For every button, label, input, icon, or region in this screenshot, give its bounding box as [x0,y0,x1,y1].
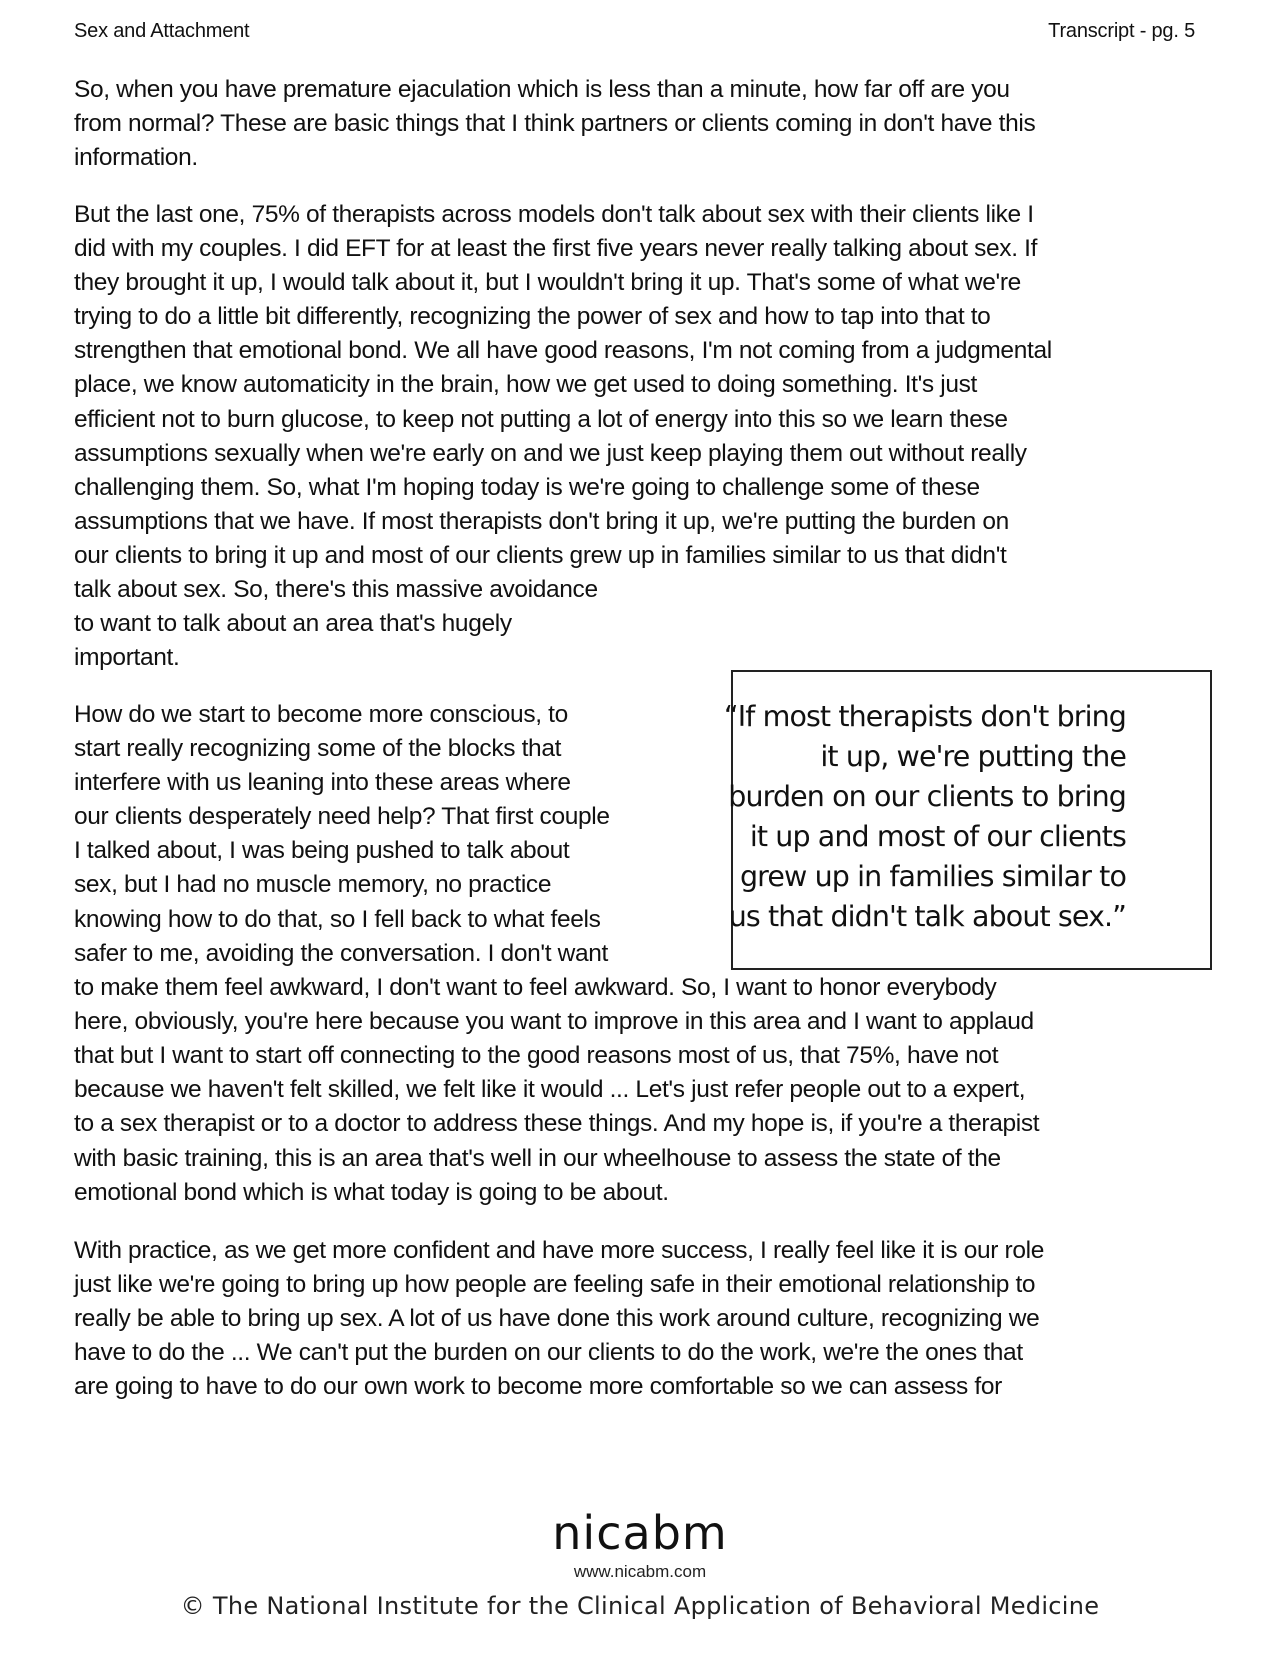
paragraph-line: did with my couples. I did EFT for at least the first five years never really talking about sex. If [74,235,1038,262]
paragraph-line: With practice, as we get more confident and have more success, I really feel like it is our role [74,1237,1044,1264]
paragraph-line: they brought it up, I would talk about it, but I wouldn't bring it up. That's some of what we're [74,269,1021,296]
pull-quote-line: grew up in families similar to [739,860,1126,893]
pull-quote-line: us that didn't talk about sex.” [728,900,1126,933]
paragraph-line: just like we're going to bring up how people are feeling safe in their emotional relationship to [74,1271,1036,1298]
document-title: Sex and Attachment [74,20,250,42]
paragraph-line: So, when you have premature ejaculation which is less than a minute, how far off are you [74,76,1010,103]
paragraph-line: start really recognizing some of the blocks that [74,735,562,762]
paragraph-line: challenging them. So, what I'm hoping today is we're going to challenge some of these [74,474,980,501]
paragraph-line: safer to me, avoiding the conversation. I don't want [74,940,608,967]
pull-quote-line: it up and most of our clients [749,820,1126,853]
paragraph-line: are going to have to do our own work to become more comfortable so we can assess for [74,1373,1002,1400]
pull-quote-line: it up, we're putting the [820,740,1126,773]
paragraph-line: assumptions sexually when we're early on and we just keep playing them out without really [74,440,1027,467]
pull-quote-line: “If most therapists don't bring [723,700,1126,733]
nicabm-logo: nicabm [552,1506,728,1560]
paragraph-line: that but I want to start off connecting to the good reasons most of us, that 75%, have not [74,1042,999,1069]
paragraph-line: have to do the ... We can't put the burden on our clients to do the work, we're the ones that [74,1339,1023,1366]
pull-quote-box [723,670,1212,970]
paragraph-line: talk about sex. So, there's this massive avoidance [74,576,598,603]
paragraph-line: trying to do a little bit differently, recognizing the power of sex and how to tap into that to [74,303,991,330]
paragraph-line: to want to talk about an area that's hugely [74,610,512,637]
paragraph-line: I talked about, I was being pushed to talk about [74,837,570,864]
paragraph-line: our clients to bring it up and most of our clients grew up in families similar to us that didn't [74,542,1007,569]
paragraph-line: interfere with us leaning into these areas where [74,769,571,796]
paragraph-line: efficient not to burn glucose, to keep not putting a lot of energy into this so we learn these [74,406,1008,433]
pull-quote-line: burden on our clients to bring [728,780,1126,813]
paragraph-line: emotional bond which is what today is going to be about. [74,1179,669,1206]
paragraph-line: with basic training, this is an area that's well in our wheelhouse to assess the state of the [74,1145,1001,1172]
paragraph-line: from normal? These are basic things that I think partners or clients coming in don't have this [74,110,1036,137]
paragraph-line: place, we know automaticity in the brain, how we get used to doing something. It's just [74,371,978,398]
paragraph-line: sex, but I had no muscle memory, no practice [74,871,552,898]
paragraph-line: important. [74,644,180,671]
paragraph-line: strengthen that emotional bond. We all have good reasons, I'm not coming from a judgmental [74,337,1052,364]
paragraph-line: How do we start to become more conscious, to [74,701,568,728]
paragraph-line: to make them feel awkward, I don't want to feel awkward. So, I want to honor everybody [74,974,997,1001]
copyright-notice: © The National Institute for the Clinical Application of Behavioral Medicine [180,1592,1100,1620]
paragraph-line: here, obviously, you're here because you want to improve in this area and I want to applaud [74,1008,1034,1035]
paragraph-line: our clients desperately need help? That first couple [74,803,610,830]
footer-url-link[interactable]: www.nicabm.com [573,1562,707,1581]
paragraph-line: knowing how to do that, so I fell back to what feels [74,906,601,933]
paragraph-line: really be able to bring up sex. A lot of us have done this work around culture, recognizing we [74,1305,1040,1332]
paragraph-line: But the last one, 75% of therapists across models don't talk about sex with their clients like I [74,201,1034,228]
page-number-label: Transcript - pg. 5 [1048,20,1195,42]
paragraph-line: to a sex therapist or to a doctor to address these things. And my hope is, if you're a therapist [74,1110,1040,1137]
paragraph-line: assumptions that we have. If most therapists don't bring it up, we're putting the burden on [74,508,1009,535]
paragraph-line: because we haven't felt skilled, we felt like it would ... Let's just refer people out to a expert, [74,1076,1026,1103]
paragraph-line: information. [74,144,198,171]
